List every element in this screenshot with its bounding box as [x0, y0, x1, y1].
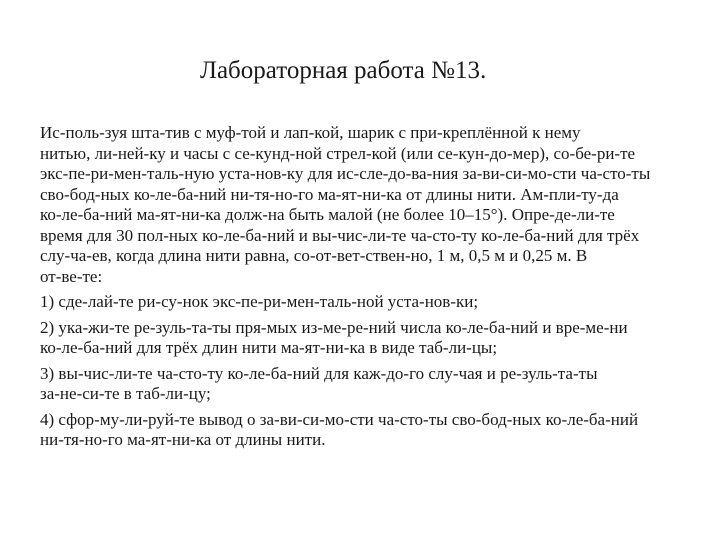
intro-paragraph — [40, 123, 720, 287]
task-item-3 — [40, 364, 720, 405]
task-item-1 — [40, 292, 720, 313]
task-item-2 — [40, 318, 720, 359]
task-line: 1) сде-лай-те ри-су-нок экс-пе-ри-мен-таль-ной уста-нов-ки; — [40, 292, 479, 311]
intro-line: время для 30 пол-ных ко-ле-ба-ний и вы-чис-ли-те ча-сто-ту ко-ле-ба-ний для трёх — [40, 225, 640, 245]
task-line: 3) вы-чис-ли-те ча-сто-ту ко-ле-ба-ний для каж-до-го слу-чая и ре-зуль-та-ты — [40, 363, 598, 383]
task-line: 2) ука-жи-те ре-зуль-та-ты пря-мых из-ме-ре-ний числа ко-ле-ба-ний и вре-ме-ни — [40, 317, 628, 337]
slide-title: Лабораторная работа №13. — [200, 57, 487, 84]
task-item-4 — [40, 410, 720, 451]
intro-line: экс-пе-ри-мен-таль-ную уста-нов-ку для ис-сле-до-ва-ния за-ви-си-мо-сти ча-сто-ты — [40, 164, 651, 183]
intro-line: Ис-поль-зуя шта-тив с муф-той и лап-кой, шарик с при-креплённой к нему — [40, 123, 581, 142]
intro-line: ко-ле-ба-ний ма-ят-ни-ка долж-на быть малой (не более 10–15°). Опре-де-ли-те — [40, 205, 615, 224]
task-line: 4) сфор-му-ли-руй-те вывод о за-ви-си-мо-сти ча-сто-ты сво-бод-ных ко-ле-ба-ний — [40, 409, 639, 429]
intro-line: сво-бод-ных ко-ле-ба-ний ни-тя-но-го ма-ят-ни-ка от длины нити. Ам-пли-ту-да — [40, 184, 619, 204]
task-line: ко-ле-ба-ний для трёх длин нити ма-ят-ни-ка в виде таб-ли-цы; — [40, 338, 498, 357]
intro-line: нитью, ли-ней-ку и часы с се-кунд-ной стрел-кой (или се-кун-до-мер), со-бе-ри-те — [40, 143, 636, 163]
slide-body — [40, 123, 720, 451]
task-line: ни-тя-но-го ма-ят-ни-ка от длины нити. — [40, 430, 326, 449]
intro-line: от-ве-те: — [40, 266, 103, 286]
task-line: за-не-си-те в таб-ли-цу; — [40, 384, 211, 403]
intro-line: слу-ча-ев, когда длина нити равна, со-от-вет-ствен-но, 1 м, 0,5 м и 0,25 м. В — [40, 246, 588, 265]
